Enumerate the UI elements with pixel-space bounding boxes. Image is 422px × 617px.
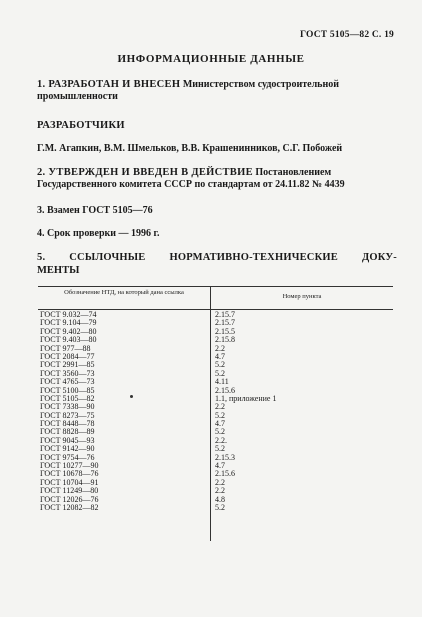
table-cell-document: ГОСТ 5100—85 <box>40 385 95 395</box>
table-cell-clause: 4.8 <box>215 494 225 504</box>
table-cell-clause: 4.7 <box>215 351 225 361</box>
table-cell-clause: 2.2 <box>215 343 225 353</box>
table-top-rule <box>38 286 393 287</box>
item-5-word: 5. <box>37 252 46 263</box>
table-cell-document: ГОСТ 9.104—79 <box>40 318 97 328</box>
item-1 <box>37 79 399 103</box>
table-cell-document: ГОСТ 9045—93 <box>40 435 95 445</box>
table-cell-clause: 5.2 <box>215 427 225 437</box>
table-cell-clause: 5.2 <box>215 368 225 378</box>
table-cell-clause: 4.11 <box>215 377 229 387</box>
table-cell-clause: 2.15.3 <box>215 452 235 462</box>
table-cell-document: ГОСТ 12082—82 <box>40 502 99 512</box>
table-cell-document: ГОСТ 977—88 <box>40 343 91 353</box>
item-5-word: ССЫЛОЧНЫЕ <box>69 252 146 263</box>
table-cell-document: ГОСТ 9142—90 <box>40 444 95 454</box>
table-cell-clause: 5.2 <box>215 444 225 454</box>
table-cell-document: ГОСТ 10704—91 <box>40 477 99 487</box>
table-cell-document: ГОСТ 4765—73 <box>40 377 95 387</box>
table-cell-document: ГОСТ 5105—82 <box>40 393 95 403</box>
table-cell-document: ГОСТ 7338—90 <box>40 402 95 412</box>
table-cell-document: ГОСТ 12026—76 <box>40 494 99 504</box>
table-cell-document: ГОСТ 11249—80 <box>40 486 99 496</box>
table-cell-document: ГОСТ 2084—77 <box>40 351 95 361</box>
table-cell-document: ГОСТ 3560—73 <box>40 368 95 378</box>
table-cell-document: ГОСТ 8828—89 <box>40 427 95 437</box>
table-cell-clause: 4.7 <box>215 419 225 429</box>
item-4: 4. Срок проверки — 1996 г. <box>37 228 160 239</box>
page-header: ГОСТ 5105—82 С. 19 <box>300 30 394 40</box>
table-row <box>40 504 395 512</box>
table-cell-document: ГОСТ 8273—75 <box>40 410 95 420</box>
item-2-text: Постановлением Государственного комитета СССР по стандартам от 24.11.82 № 4439 <box>37 167 345 190</box>
item-2 <box>37 167 399 191</box>
table-cell-document: ГОСТ 8448—78 <box>40 419 95 429</box>
item-1-text: Министерством судостроительной промышленности <box>37 79 339 102</box>
table-cell-clause: 4.7 <box>215 461 225 471</box>
table-cell-clause: 2.15.6 <box>215 469 235 479</box>
table-cell-document: ГОСТ 9.032—74 <box>40 310 97 319</box>
table-cell-clause: 1.1, приложение 1 <box>215 393 277 403</box>
table-cell-clause: 5.2 <box>215 360 225 370</box>
table-cell-document: ГОСТ 10277—90 <box>40 461 99 471</box>
table-cell-document: ГОСТ 2991—85 <box>40 360 95 370</box>
table-cell-clause: 2.2 <box>215 402 225 412</box>
table-cell-document: ГОСТ 9.403—80 <box>40 335 97 345</box>
scan-speck <box>130 395 133 398</box>
table-cell-document: ГОСТ 9.402—80 <box>40 326 97 336</box>
developers-heading: РАЗРАБОТЧИКИ <box>37 120 125 131</box>
table-cell-clause: 2.2. <box>215 435 227 445</box>
table-cell-clause: 2.15.8 <box>215 335 235 345</box>
table-cell-clause: 5.2 <box>215 410 225 420</box>
table-cell-clause: 2.15.7 <box>215 318 235 328</box>
item-5-word: НОРМАТИВНО-ТЕХНИЧЕСКИЕ <box>169 252 338 263</box>
item-5-word: ДОКУ- <box>361 252 397 263</box>
table-cell-clause: 2.15.5 <box>215 326 235 336</box>
table-cell-clause: 2.15.6 <box>215 385 235 395</box>
developers-names: Г.М. Агапкин, В.М. Шмельков, В.В. Крашенинников, С.Г. Побожей <box>37 143 343 154</box>
reference-table-body <box>40 311 395 512</box>
table-header-clause: Номер пункта <box>282 293 322 300</box>
item-5-line-2: МЕНТЫ <box>37 265 80 276</box>
table-header-document: Обозначение НТД, на который дана ссылка <box>64 289 184 296</box>
item-2-lead: 2. УТВЕРЖДЕН И ВВЕДЕН В ДЕЙСТВИЕ <box>37 167 253 178</box>
item-5-line-1 <box>37 251 397 264</box>
table-cell-clause: 2.15.7 <box>215 310 235 319</box>
table-cell-document: ГОСТ 9754—76 <box>40 452 95 462</box>
table-cell-clause: 2.2 <box>215 486 225 496</box>
table-cell-clause: 5.2 <box>215 502 225 512</box>
item-3: 3. Взамен ГОСТ 5105—76 <box>37 205 153 216</box>
item-1-lead: 1. РАЗРАБОТАН И ВНЕСЕН <box>37 79 181 90</box>
item-5 <box>37 251 397 277</box>
page-title: ИНФОРМАЦИОННЫЕ ДАННЫЕ <box>117 53 305 65</box>
table-cell-document: ГОСТ 10678—76 <box>40 469 99 479</box>
table-cell-clause: 2.2 <box>215 477 225 487</box>
